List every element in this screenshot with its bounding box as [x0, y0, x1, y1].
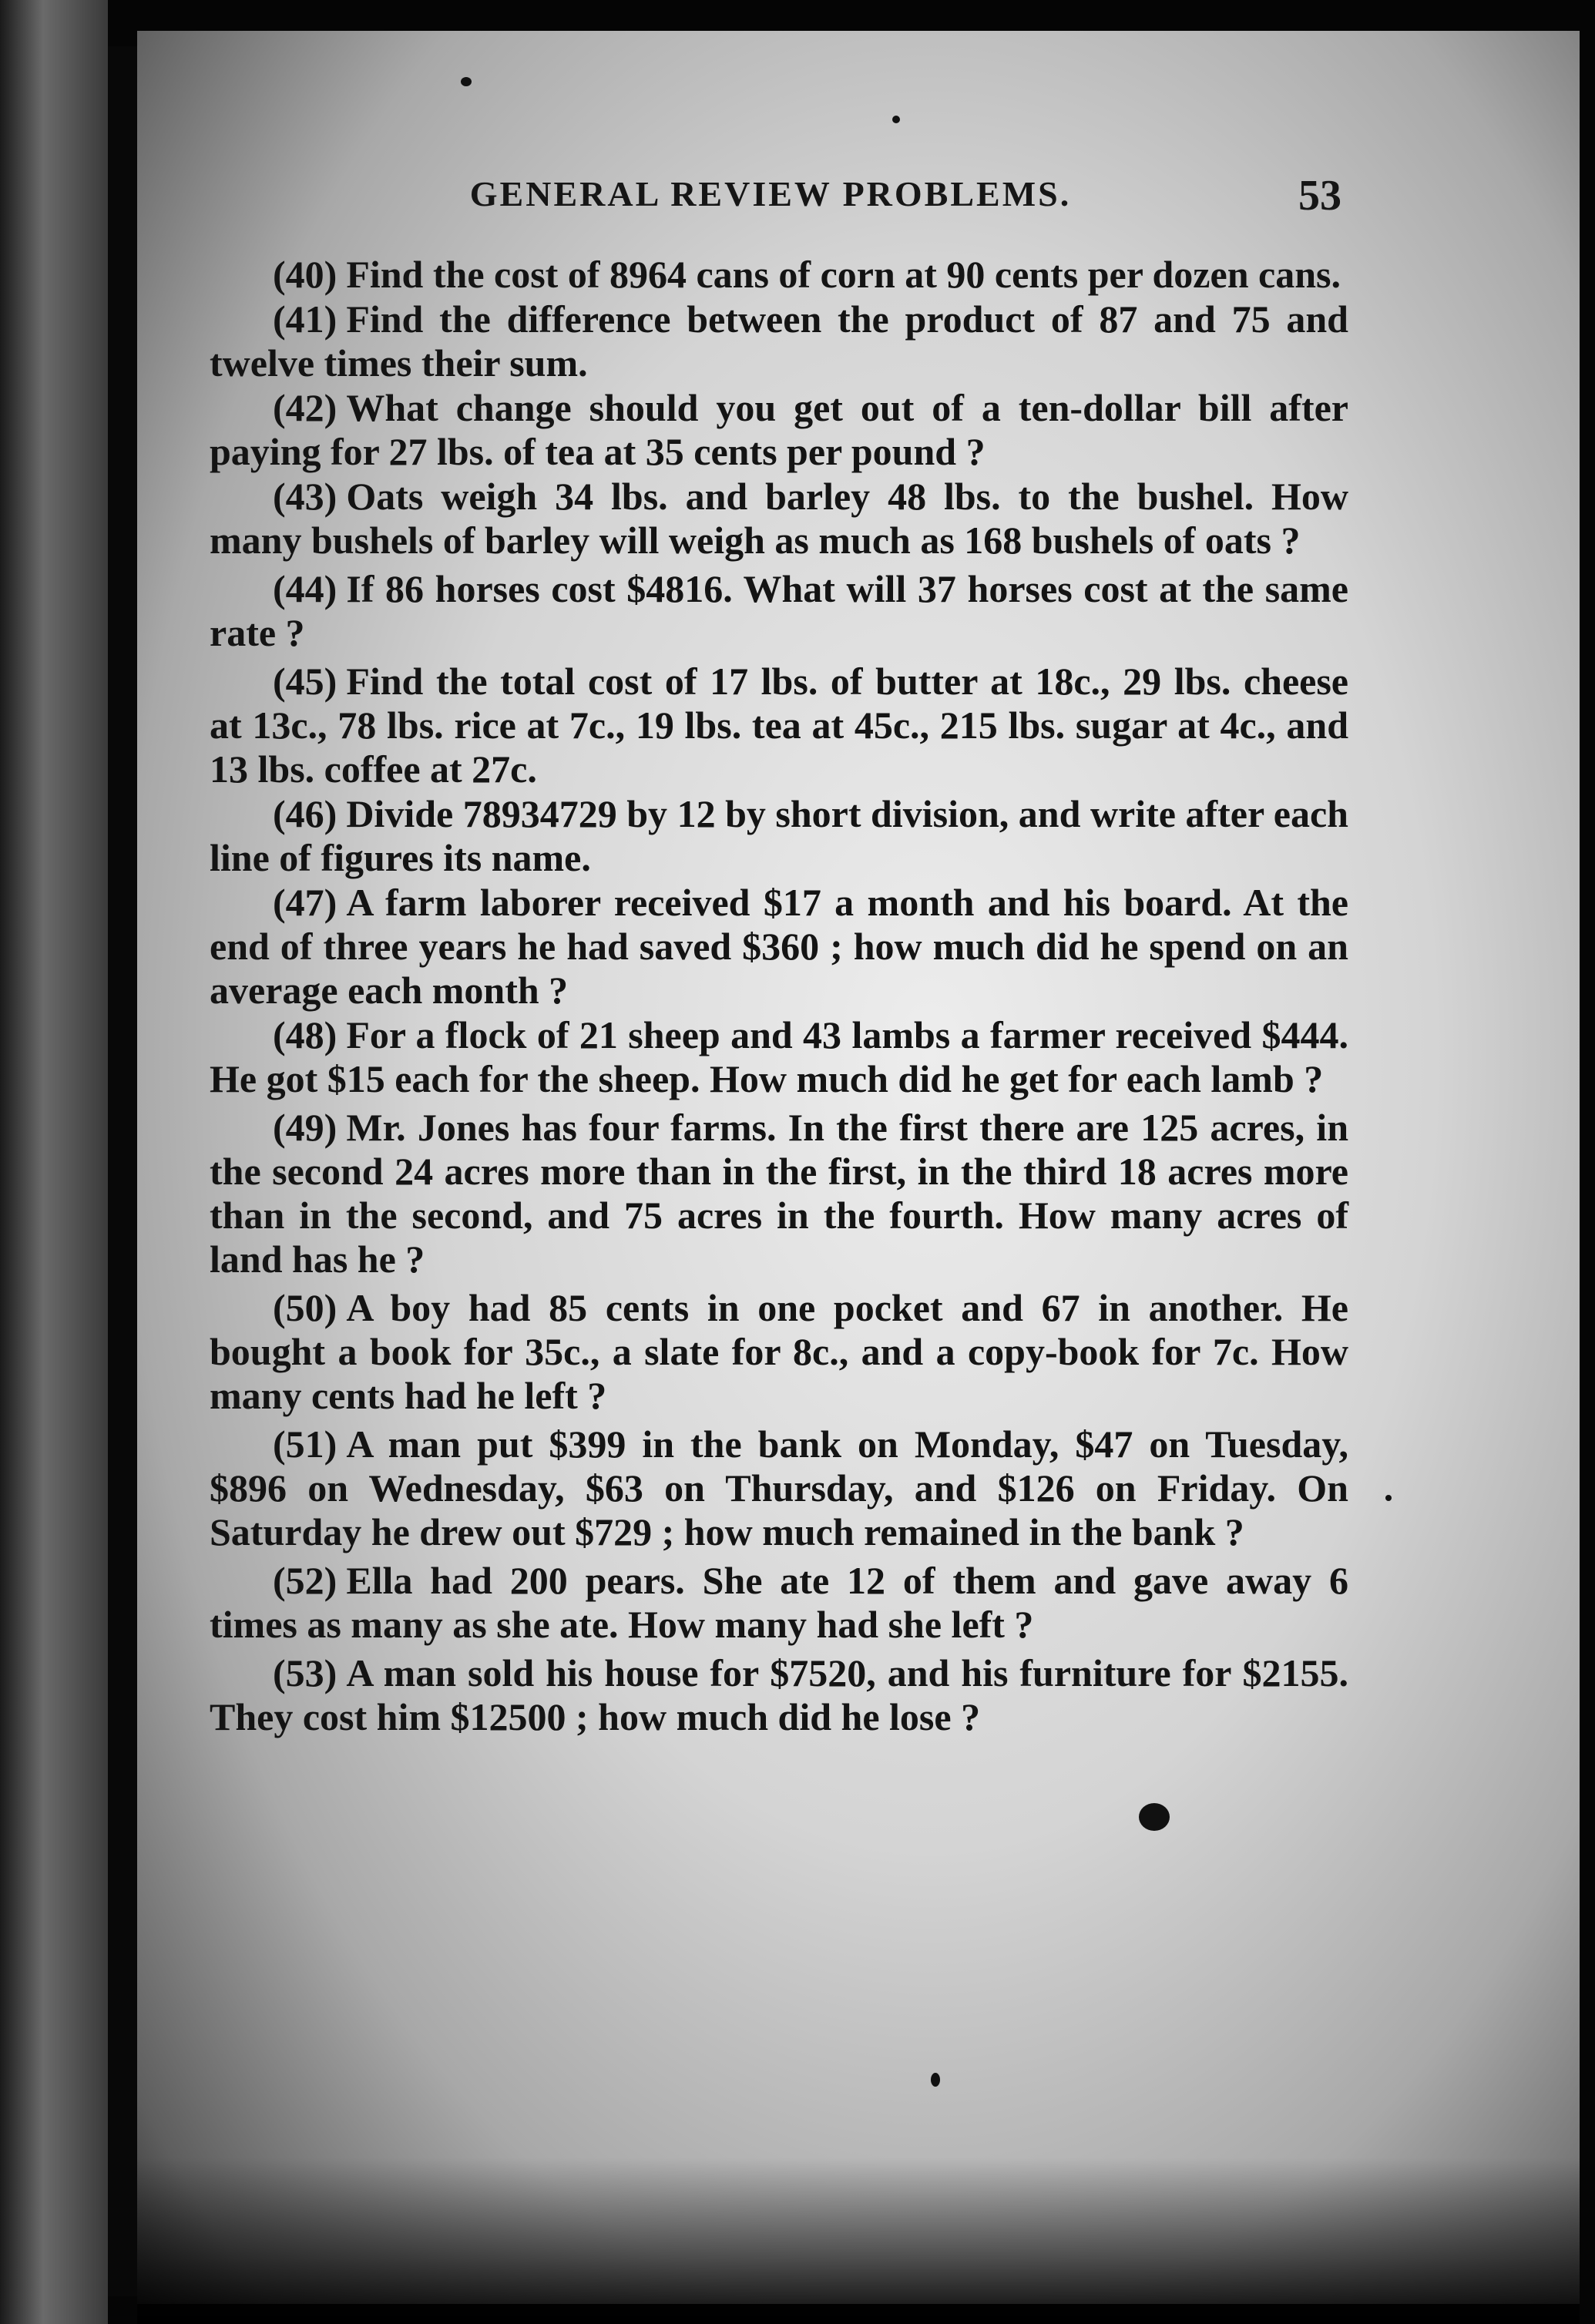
page-number: 53	[1298, 172, 1341, 220]
problem-42	[210, 386, 1348, 474]
problem-number: (50)	[273, 1286, 337, 1329]
page-shadow	[137, 2158, 1580, 2324]
adjacent-page-edge	[0, 0, 108, 2324]
problem-text: Find the cost of 8964 cans of corn at 90 cents per dozen cans.	[346, 253, 1341, 296]
problem-number: (43)	[273, 475, 337, 518]
problem-43	[210, 475, 1348, 563]
book-gutter	[108, 46, 139, 2296]
ink-speck	[461, 77, 472, 86]
problem-53	[210, 1651, 1348, 1739]
problem-number: (48)	[273, 1013, 337, 1056]
problem-list	[210, 253, 1348, 1740]
problem-48	[210, 1013, 1348, 1101]
problem-44	[210, 567, 1348, 655]
problem-number: (41)	[273, 297, 337, 341]
problem-51	[210, 1422, 1348, 1554]
problem-45	[210, 660, 1348, 791]
problem-text: A farm laborer received $17 a month and his board. At the end of three years he had saved $360 ; how much did he spend on an average each month ?	[210, 881, 1348, 1012]
problem-number: (45)	[273, 660, 337, 703]
problem-text: What change should you get out of a ten-dollar bill after paying for 27 lbs. of tea at 35 cents per pound ?	[210, 386, 1348, 473]
problem-number: (47)	[273, 881, 337, 924]
ink-speck	[1385, 1495, 1392, 1501]
problem-number: (42)	[273, 386, 337, 429]
problem-text: A man put $399 in the bank on Monday, $47 on Tuesday, $896 on Wednesday, $63 on Thursday, and $126 on Friday. On Saturday he drew out $729 ; how much remained in the bank ?	[210, 1422, 1348, 1553]
problem-text: Oats weigh 34 lbs. and barley 48 lbs. to the bushel. How many bushels of barley will weigh as much as 168 bushels of oats ?	[210, 475, 1348, 562]
problem-number: (52)	[273, 1559, 337, 1602]
ink-speck	[892, 116, 900, 123]
problem-text: Divide 78934729 by 12 by short division, and write after each line of figures its name.	[210, 792, 1348, 879]
problem-41	[210, 297, 1348, 385]
problem-number: (51)	[273, 1422, 337, 1466]
problem-text: A man sold his house for $7520, and his furniture for $2155. They cost him $12500 ; how much did he lose ?	[210, 1651, 1348, 1738]
problem-text: For a flock of 21 sheep and 43 lambs a farmer received $444. He got $15 each for the sheep. How much did he get for each lamb ?	[210, 1013, 1348, 1100]
problem-text: Ella had 200 pears. She ate 12 of them and gave away 6 times as many as she ate. How many had she left ?	[210, 1559, 1348, 1646]
problem-number: (40)	[273, 253, 337, 296]
problem-46	[210, 792, 1348, 880]
problem-text: A boy had 85 cents in one pocket and 67 in another. He bought a book for 35c., a slate for 8c., and a copy-book for 7c. How many cents had he left ?	[210, 1286, 1348, 1417]
problem-40	[210, 253, 1348, 297]
problem-text: Find the total cost of 17 lbs. of butter at 18c., 29 lbs. cheese at 13c., 78 lbs. rice at 7c., 19 lbs. tea at 45c., 215 lbs. sugar at 4c., and 13 lbs. coffee at 27c.	[210, 660, 1348, 791]
problem-52	[210, 1559, 1348, 1647]
problem-number: (49)	[273, 1106, 337, 1149]
ink-speck	[931, 2073, 940, 2087]
problem-text: Mr. Jones has four farms. In the first there are 125 acres, in the second 24 acres more than in the first, in the third 18 acres more than in the second, and 75 acres in the fourth. How many acres of land has he ?	[210, 1106, 1348, 1281]
problem-49	[210, 1106, 1348, 1281]
problem-47	[210, 881, 1348, 1013]
running-head: GENERAL REVIEW PROBLEMS.	[469, 174, 1072, 213]
problem-50	[210, 1286, 1348, 1418]
problem-text: If 86 horses cost $4816. What will 37 horses cost at the same rate ?	[210, 567, 1348, 654]
problem-number: (44)	[273, 567, 337, 610]
problem-number: (46)	[273, 792, 337, 835]
problem-text: Find the difference between the product of 87 and 75 and twelve times their sum.	[210, 297, 1348, 385]
ink-blot	[1139, 1803, 1170, 1831]
problem-number: (53)	[273, 1651, 337, 1694]
